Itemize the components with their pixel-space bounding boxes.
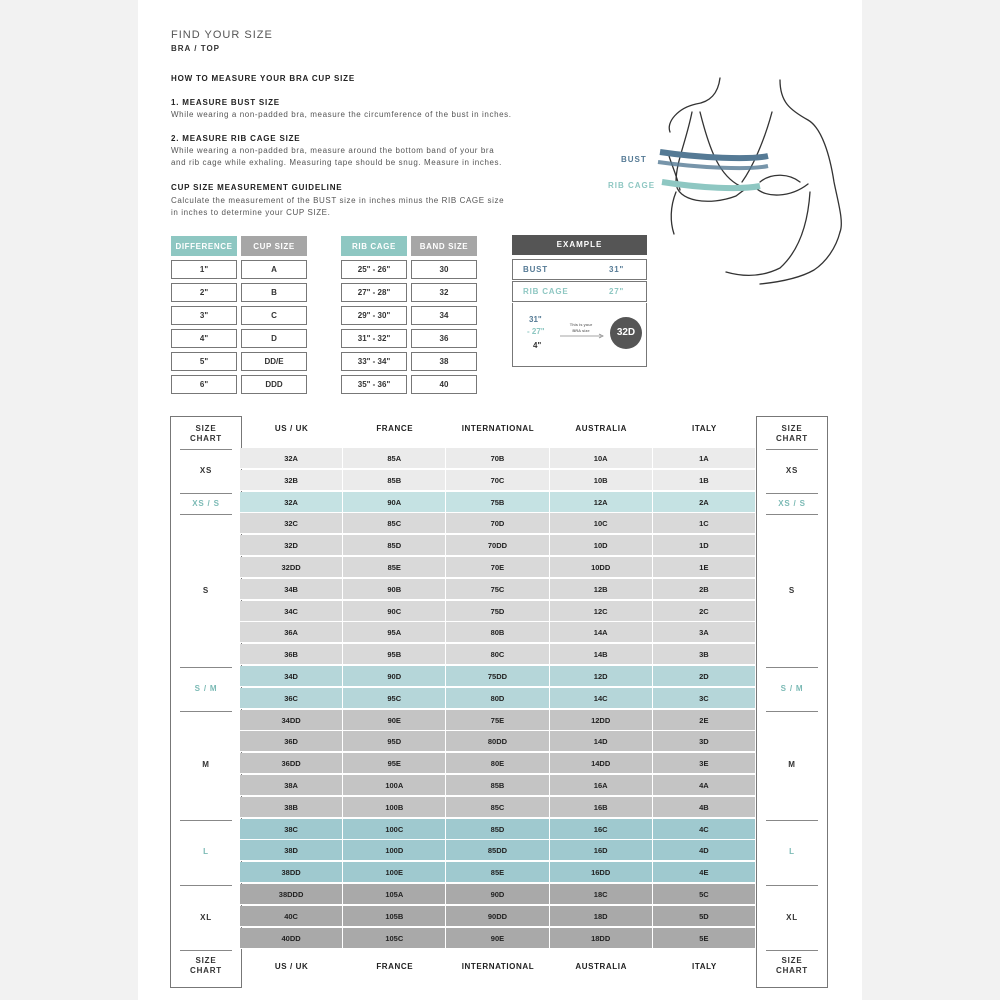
cup-row [171,352,307,371]
table-cell: 38DD [240,862,343,883]
table-cell: 34DD [240,710,343,731]
size-chart-left-column [170,416,242,988]
cup-row [171,306,307,325]
band-row [341,329,477,348]
how-to-heading: HOW TO MEASURE YOUR BRA CUP SIZE [171,74,355,83]
table-cell: 32C [240,513,343,534]
table-row [240,710,756,731]
table-row [240,753,756,774]
table-row [240,622,756,643]
table-row [240,862,756,883]
table-cell: 2C [653,601,756,622]
guide-text-1: Calculate the measurement of the BUST size in inches minus the RIB CAGE size [171,196,505,205]
table-cell: 34B [240,579,343,600]
size-chart-label: CHART [776,966,808,975]
separator [180,449,232,450]
column-footer: INTERNATIONAL [461,962,535,971]
table-cell: 40DD [240,928,343,949]
table-cell: 105A [343,884,446,905]
table-cell: 34D [240,666,343,687]
table-cell: 85D [446,819,549,840]
size-chart-label: CHART [776,434,808,443]
cup-cell-1: A [241,260,307,279]
table-cell: 10C [550,513,653,534]
example-rib-value: 27" [609,287,625,296]
band-size-header: BAND SIZE [411,236,477,256]
size-chart-label: SIZE [195,424,217,433]
column-header: ITALY [692,424,717,433]
table-row [240,557,756,578]
table-cell: 75B [446,492,549,513]
table-cell: 36A [240,622,343,643]
table-cell: 40C [240,906,343,927]
bust-label: BUST [621,155,647,164]
table-cell: 5E [653,928,756,949]
size-chart-label: CHART [190,434,222,443]
table-cell: 90DD [446,906,549,927]
table-row [240,775,756,796]
torso-illustration [640,72,850,287]
band-row [341,283,477,302]
table-cell: 38C [240,819,343,840]
column-footer: US / UK [274,962,309,971]
table-cell: 18C [550,884,653,905]
table-cell: 100B [343,797,446,818]
table-cell: 80C [446,644,549,665]
table-cell: 90B [343,579,446,600]
table-cell: 18DD [550,928,653,949]
table-cell: 32B [240,470,343,491]
cup-row [171,283,307,302]
separator [180,820,232,821]
table-cell: 3C [653,688,756,709]
table-cell: 70D [446,513,549,534]
table-cell: 85E [446,862,549,883]
table-cell: 4E [653,862,756,883]
table-cell: 85B [343,470,446,491]
band-row [341,306,477,325]
separator [766,950,818,951]
table-cell: 2B [653,579,756,600]
cup-size-table [167,232,311,398]
separator [180,667,232,668]
table-row [240,688,756,709]
table-cell: 3E [653,753,756,774]
table-cell: 85C [343,513,446,534]
cup-size-header: CUP SIZE [241,236,307,256]
table-row [240,492,756,513]
table-cell: 4A [653,775,756,796]
cup-cell-1: D [241,329,307,348]
separator [180,885,232,886]
cup-cell-0: 6" [171,375,237,394]
column-footer: ITALY [692,962,717,971]
size-group-label: S [202,585,210,595]
calc-rib: - 27" [527,327,545,336]
separator [180,950,232,951]
band-cell-0: 33" - 34" [341,352,407,371]
table-cell: 38A [240,775,343,796]
table-cell: 1A [653,448,756,469]
table-cell: 14D [550,731,653,752]
table-cell: 10D [550,535,653,556]
table-cell: 90D [343,666,446,687]
table-cell: 75C [446,579,549,600]
page-subtitle: BRA / TOP [171,44,221,53]
separator [766,820,818,821]
table-cell: 95B [343,644,446,665]
step2-text-1: While wearing a non-padded bra, measure around the bottom band of your bra [171,146,495,155]
table-cell: 4C [653,819,756,840]
table-cell: 85E [343,557,446,578]
cup-cell-1: C [241,306,307,325]
table-row [240,819,756,840]
guide-text-2: in inches to determine your CUP SIZE. [171,208,331,217]
cup-row [171,375,307,394]
cup-cell-1: B [241,283,307,302]
example-title: EXAMPLE [512,235,647,255]
size-group-label: XS / S [778,498,806,508]
cup-cell-0: 2" [171,283,237,302]
table-cell: 14B [550,644,653,665]
step1-text: While wearing a non-padded bra, measure the circumference of the bust in inches. [171,110,512,119]
table-row [240,470,756,491]
table-cell: 70C [446,470,549,491]
example-bust-label: BUST [523,265,548,274]
table-cell: 1D [653,535,756,556]
table-cell: 10DD [550,557,653,578]
table-cell: 14DD [550,753,653,774]
table-cell: 80DD [446,731,549,752]
table-cell: 100E [343,862,446,883]
table-cell: 4B [653,797,756,818]
band-cell-1: 36 [411,329,477,348]
column-footer: AUSTRALIA [575,962,627,971]
table-cell: 5C [653,884,756,905]
calc-bust: 31" [529,315,542,324]
table-cell: 12B [550,579,653,600]
size-group-label: XL [200,912,212,922]
table-cell: 95E [343,753,446,774]
separator [766,711,818,712]
size-chart-right-column [756,416,828,988]
cup-cell-0: 1" [171,260,237,279]
table-row [240,448,756,469]
table-cell: 16DD [550,862,653,883]
size-chart-label: SIZE [195,956,217,965]
size-group-label: S / M [194,683,218,693]
table-cell: 90C [343,601,446,622]
cup-cell-1: DDD [241,375,307,394]
band-row [341,375,477,394]
table-cell: 85B [446,775,549,796]
table-cell: 12A [550,492,653,513]
band-cell-1: 38 [411,352,477,371]
separator [766,514,818,515]
size-chart-label: SIZE [781,956,803,965]
table-cell: 1E [653,557,756,578]
size-group-label: M [788,760,796,770]
table-cell: 38B [240,797,343,818]
table-row [240,579,756,600]
table-cell: 38D [240,840,343,861]
cup-cell-0: 5" [171,352,237,371]
band-cell-1: 32 [411,283,477,302]
size-group-label: XS / S [192,498,220,508]
rib-cage-label: RIB CAGE [608,181,656,190]
size-group-label: L [203,847,209,857]
table-row [240,513,756,534]
table-cell: 2D [653,666,756,687]
table-cell: 38DDD [240,884,343,905]
table-cell: 36D [240,731,343,752]
example-bust-value: 31" [609,265,625,274]
difference-header: DIFFERENCE [171,236,237,256]
size-group-label: S [788,585,796,595]
band-cell-1: 30 [411,260,477,279]
table-cell: 2E [653,710,756,731]
separator [766,885,818,886]
table-cell: 16B [550,797,653,818]
table-cell: 16C [550,819,653,840]
column-header: INTERNATIONAL [461,424,535,433]
size-chart-label: CHART [190,966,222,975]
table-cell: 100D [343,840,446,861]
table-cell: 95A [343,622,446,643]
page-title: FIND YOUR SIZE [171,29,273,41]
separator [766,449,818,450]
table-cell: 95C [343,688,446,709]
cup-cell-0: 3" [171,306,237,325]
table-cell: 36B [240,644,343,665]
table-cell: 4D [653,840,756,861]
table-cell: 3D [653,731,756,752]
table-cell: 14C [550,688,653,709]
separator [180,493,232,494]
table-cell: 36C [240,688,343,709]
table-cell: 12D [550,666,653,687]
column-header: AUSTRALIA [575,424,627,433]
table-cell: 90A [343,492,446,513]
calc-difference: 4" [533,341,542,350]
table-row [240,906,756,927]
table-row [240,666,756,687]
band-size-table [337,232,481,398]
example-rib-label: RIB CAGE [523,287,569,296]
table-row [240,535,756,556]
band-cell-0: 31" - 32" [341,329,407,348]
table-cell: 75D [446,601,549,622]
column-header: US / UK [274,424,309,433]
table-cell: 90E [343,710,446,731]
table-cell: 90E [446,928,549,949]
table-cell: 100A [343,775,446,796]
table-cell: 105B [343,906,446,927]
note-line-2: BRA size [572,328,590,333]
column-header: FRANCE [376,424,414,433]
table-cell: 10B [550,470,653,491]
band-cell-0: 25" - 26" [341,260,407,279]
table-cell: 3A [653,622,756,643]
step2-heading: 2. MEASURE RIB CAGE SIZE [171,134,301,143]
separator [180,514,232,515]
table-cell: 32DD [240,557,343,578]
separator [766,493,818,494]
table-cell: 85D [343,535,446,556]
separator [766,667,818,668]
table-cell: 10A [550,448,653,469]
rib-cage-header: RIB CAGE [341,236,407,256]
table-cell: 34C [240,601,343,622]
table-cell: 80D [446,688,549,709]
band-row [341,260,477,279]
result-badge: 32D [610,317,642,349]
table-cell: 100C [343,819,446,840]
step2-text-2: and rib cage while exhaling. Measuring tape should be snug. Measure in inches. [171,158,502,167]
table-row [240,928,756,949]
table-cell: 5D [653,906,756,927]
table-cell: 16A [550,775,653,796]
table-cell: 1C [653,513,756,534]
table-cell: 105C [343,928,446,949]
band-cell-0: 29" - 30" [341,306,407,325]
table-row [240,797,756,818]
band-cell-0: 35" - 36" [341,375,407,394]
table-row [240,884,756,905]
cup-cell-0: 4" [171,329,237,348]
table-cell: 85C [446,797,549,818]
table-cell: 12DD [550,710,653,731]
table-cell: 12C [550,601,653,622]
table-cell: 70DD [446,535,549,556]
table-cell: 14A [550,622,653,643]
table-row [240,840,756,861]
table-cell: 36DD [240,753,343,774]
size-group-label: XS [199,465,213,475]
note-line-1: This is your [569,322,593,327]
example-bust-row [512,259,647,280]
table-cell: 75E [446,710,549,731]
band-cell-0: 27" - 28" [341,283,407,302]
table-cell: 16D [550,840,653,861]
arrow-right-icon [559,333,605,339]
guide-heading: CUP SIZE MEASUREMENT GUIDELINE [171,183,343,192]
table-cell: 32D [240,535,343,556]
table-cell: 85A [343,448,446,469]
table-cell: 1B [653,470,756,491]
cup-row [171,260,307,279]
table-cell: 85DD [446,840,549,861]
size-group-label: M [202,760,210,770]
table-cell: 80B [446,622,549,643]
size-chart-label: SIZE [781,424,803,433]
table-cell: 3B [653,644,756,665]
step1-heading: 1. MEASURE BUST SIZE [171,98,280,107]
table-row [240,731,756,752]
table-cell: 2A [653,492,756,513]
separator [180,711,232,712]
size-chart-table [170,416,828,986]
band-row [341,352,477,371]
table-cell: 70B [446,448,549,469]
cup-row [171,329,307,348]
column-footer: FRANCE [376,962,414,971]
table-row [240,644,756,665]
size-group-label: XL [786,912,798,922]
table-row [240,601,756,622]
table-cell: 95D [343,731,446,752]
example-box [512,235,647,368]
size-group-label: L [789,847,795,857]
size-group-label: S / M [780,683,804,693]
table-cell: 75DD [446,666,549,687]
size-group-label: XS [785,465,799,475]
table-cell: 80E [446,753,549,774]
table-cell: 32A [240,492,343,513]
example-rib-row [512,281,647,302]
table-cell: 90D [446,884,549,905]
cup-cell-1: DD/E [241,352,307,371]
band-cell-1: 34 [411,306,477,325]
table-cell: 18D [550,906,653,927]
table-cell: 70E [446,557,549,578]
example-calculation [512,303,647,367]
band-cell-1: 40 [411,375,477,394]
table-cell: 32A [240,448,343,469]
